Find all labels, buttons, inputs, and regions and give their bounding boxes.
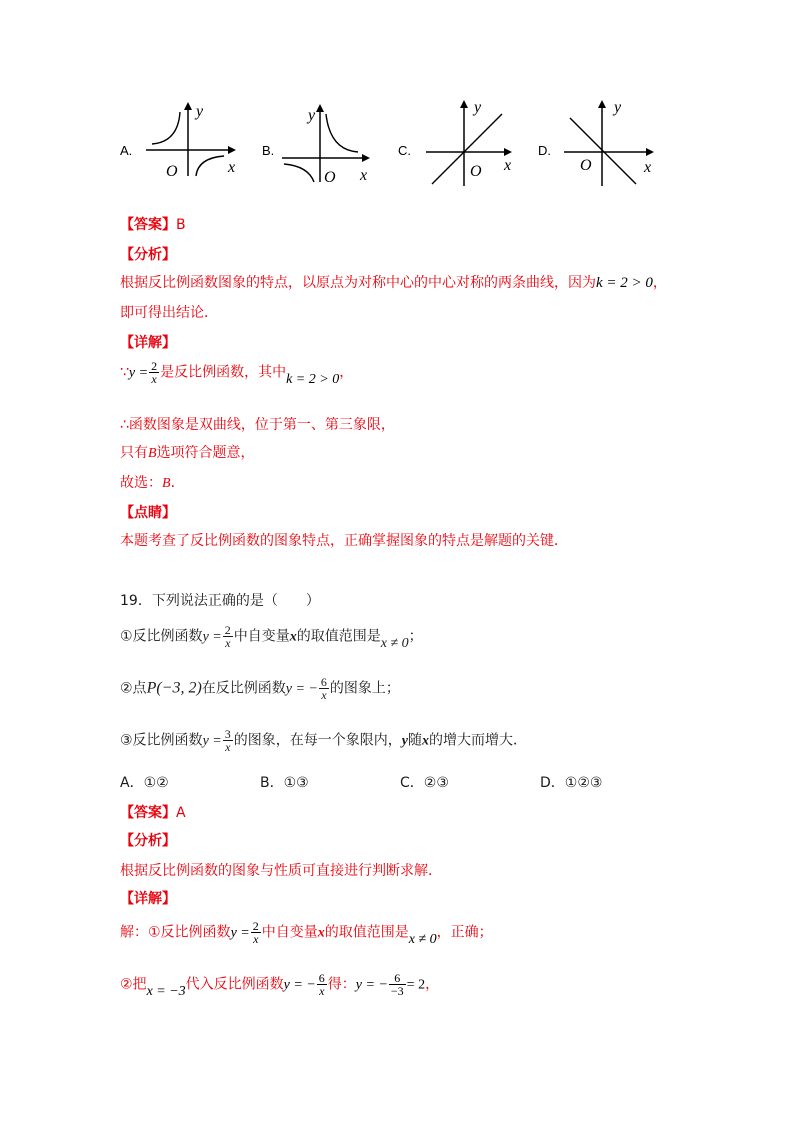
graph-d xyxy=(560,96,664,188)
q18-analysis-end: ， xyxy=(652,275,667,291)
q18-comment-tag: 【点睛】 xyxy=(120,505,176,521)
q19-d2-num: 6 xyxy=(318,971,325,985)
q18-detail-math: k = 2 > 0 xyxy=(286,371,340,387)
q19-d2-math1: x = −3 xyxy=(146,983,186,999)
q19-d2-rhs: = 2 xyxy=(406,977,426,993)
q19-s2-c: 的图象上； xyxy=(329,680,400,697)
graph-d-origin-label: O xyxy=(580,157,592,174)
q19-statement-2 xyxy=(120,676,400,701)
q19-d2-lhs2: y = − xyxy=(355,977,388,993)
q19-answer-value: A xyxy=(176,805,186,821)
q19-s3-var2: x xyxy=(421,733,429,749)
q18-analysis-line2: 即可得出结论． xyxy=(120,305,218,321)
q19-statement-1 xyxy=(120,624,423,649)
graph-c xyxy=(422,96,522,188)
q19-answer-tag: 【答案】 xyxy=(120,805,176,821)
q19-d1-var: x xyxy=(317,925,325,941)
graph-a-x-label: x xyxy=(228,159,236,176)
graph-c-x-label: x xyxy=(504,157,512,174)
q19-d1-fraction xyxy=(251,920,261,945)
q19-s1-b: 中自变量 xyxy=(233,628,290,645)
q19-detail-line2 xyxy=(120,972,439,997)
q19-s1-end: ； xyxy=(408,628,423,645)
q19-d1-math: x ≠ 0 xyxy=(408,931,437,947)
q18-detail-end: ， xyxy=(339,364,354,381)
graph-b-y-label: y xyxy=(308,107,316,124)
q18-detail-line2: ∴函数图象是双曲线，位于第一、第三象限， xyxy=(120,417,395,433)
option-b-label: B. xyxy=(262,143,275,158)
option-d-label: D. xyxy=(538,143,551,158)
q19-d2-den2: −3 xyxy=(390,984,404,998)
q19-s1-math: x ≠ 0 xyxy=(380,635,409,651)
graph-b-x-label: x xyxy=(360,167,368,184)
q19-analysis-tag: 【分析】 xyxy=(120,833,176,849)
q18-detail-line3-b: B xyxy=(148,446,157,461)
q18-detail-line4-a: 故选： xyxy=(120,475,162,491)
q19-d2-num2: 6 xyxy=(389,972,406,985)
q19-s1-den: x xyxy=(225,636,231,650)
q18-detail-line3-a: 只有 xyxy=(120,445,148,461)
q18-detail-line4-c: ． xyxy=(170,475,185,491)
q19-choice-b: B．①③ xyxy=(260,775,309,791)
q19-s2-b: 在反比例函数 xyxy=(201,680,286,697)
q19-d1-a: 解：①反比例函数 xyxy=(120,924,231,941)
graph-c-y-label: y xyxy=(474,99,482,116)
q19-s1-a: ①反比例函数 xyxy=(120,628,203,645)
q18-detail-line3-c: 选项符合题意， xyxy=(156,445,255,461)
q19-d2-a: ②把 xyxy=(120,976,147,993)
q19-s2-lhs: y = − xyxy=(285,681,318,697)
q18-detail-line4 xyxy=(120,472,185,492)
q18-because-symbol: ∵ xyxy=(120,364,129,381)
q18-analysis-line1 xyxy=(120,272,667,292)
q19-s1-lhs: y = xyxy=(202,629,222,645)
q19-d2-fraction2 xyxy=(389,972,406,997)
graph-b xyxy=(278,100,378,184)
q18-detail-lhs: y = xyxy=(128,365,149,381)
q19-answer xyxy=(120,802,186,822)
graph-b-origin-label: O xyxy=(324,169,336,184)
q19-s2-a: ②点 xyxy=(120,680,147,697)
q19-d1-d: ，正确； xyxy=(436,924,493,941)
q19-detail-line1 xyxy=(120,920,493,945)
q19-s3-a: ③反比例函数 xyxy=(120,732,203,749)
q18-detail-den: x xyxy=(151,372,157,386)
q19-s2-num: 6 xyxy=(320,675,327,689)
q19-s3-b: 的图象，在每一个象限内， xyxy=(233,732,402,749)
q18-comment-line: 本题考查了反比例函数的图象特点，正确掌握图象的特点是解题的关键． xyxy=(120,533,568,549)
q19-s3-var1: y xyxy=(401,733,408,749)
q19-analysis-line: 根据反比例函数的图象与性质可直接进行判断求解． xyxy=(120,863,442,879)
q19-s1-c: 的取值范围是 xyxy=(296,628,381,645)
q19-d1-num: 2 xyxy=(252,919,259,933)
q19-s3-c: 随 xyxy=(407,732,422,749)
q19-d2-end: ， xyxy=(425,976,440,993)
q19-choice-c: C．②③ xyxy=(400,775,449,791)
q19-s3-d: 的增大而增大． xyxy=(428,732,527,749)
q18-detail-num: 2 xyxy=(151,359,158,373)
q18-analysis-text: 根据反比例函数图象的特点，以原点为对称中心的中心对称的两条曲线，因为 xyxy=(120,275,596,291)
q19-d2-b: 代入反比例函数 xyxy=(185,976,284,993)
q19-s3-fraction xyxy=(223,728,233,753)
q19-statement-3 xyxy=(120,728,527,753)
graph-d-y-label: y xyxy=(614,99,622,116)
q19-s2-point: P(−3, 2) xyxy=(146,679,202,697)
q19-d2-den: x xyxy=(319,984,325,998)
graph-c-origin-label: O xyxy=(470,163,482,180)
q19-d1-lhs: y = xyxy=(230,925,250,941)
q19-d2-lhs: y = − xyxy=(283,977,316,993)
q18-detail-line3 xyxy=(120,442,255,462)
graph-a-origin-label: O xyxy=(166,163,178,178)
q19-s1-num: 2 xyxy=(224,623,231,637)
q18-answer-tag: 【答案】 xyxy=(120,217,176,233)
q18-answer-value: B xyxy=(176,217,186,233)
option-a-label: A. xyxy=(120,143,133,158)
q18-answer xyxy=(120,214,186,234)
graph-a-y-label: y xyxy=(196,103,204,120)
q18-analysis-math: k = 2 > 0 xyxy=(596,275,653,291)
q19-s2-den: x xyxy=(321,688,327,702)
q19-d2-fraction xyxy=(317,972,327,997)
q18-detail-line4-b: B xyxy=(162,476,171,491)
q19-s1-var: x xyxy=(289,629,297,645)
q19-s1-fraction xyxy=(223,624,233,649)
q19-s3-den: x xyxy=(225,740,231,754)
graph-d-x-label: x xyxy=(644,159,652,176)
q19-stem: 19．下列说法正确的是（ ） xyxy=(120,593,320,609)
q19-d1-den: x xyxy=(253,932,259,946)
q18-analysis-tag: 【分析】 xyxy=(120,247,176,263)
q18-detail-mid: 是反比例函数，其中 xyxy=(160,364,287,381)
q19-s3-num: 3 xyxy=(224,727,231,741)
q19-detail-tag: 【详解】 xyxy=(120,891,176,907)
q19-s2-fraction xyxy=(319,676,329,701)
q19-choice-d: D．①②③ xyxy=(540,775,603,791)
q19-d1-c: 的取值范围是 xyxy=(324,924,409,941)
q19-d2-c: 得： xyxy=(327,976,356,993)
q19-d1-b: 中自变量 xyxy=(261,924,318,941)
q19-s3-lhs: y = xyxy=(202,733,222,749)
q18-detail-fraction xyxy=(149,360,159,385)
graph-a xyxy=(140,98,240,178)
q19-choice-a: A．①② xyxy=(120,775,169,791)
option-c-label: C. xyxy=(398,143,411,158)
q18-detail-tag: 【详解】 xyxy=(120,335,176,351)
q18-detail-line1 xyxy=(120,360,353,385)
